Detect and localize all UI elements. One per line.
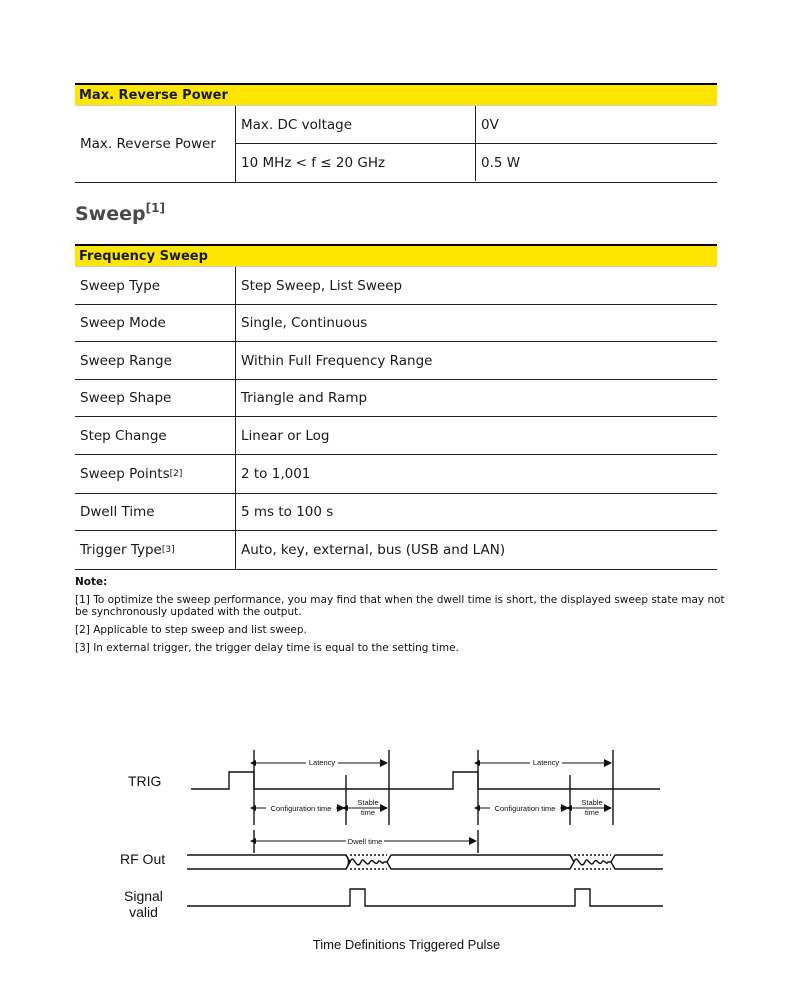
param-label-cell: Sweep Points [2] xyxy=(75,455,236,493)
param-label: Dwell Time xyxy=(80,504,155,520)
timing-diagram xyxy=(0,740,793,930)
latency-label-2: Latency xyxy=(532,758,560,767)
section-title xyxy=(75,203,165,225)
signal-valid-waveform xyxy=(187,889,663,906)
param-label-cell xyxy=(75,494,236,530)
param-value-cell: Auto, key, external, bus (USB and LAN) xyxy=(241,542,506,558)
figure-caption: Time Definitions Triggered Pulse xyxy=(312,937,501,952)
frequency-sweep-table-header: Frequency Sweep xyxy=(75,244,717,266)
param-label: Sweep Range xyxy=(80,352,172,369)
note-item: [3] In external trigger, the trigger delay time is equal to the setting time. xyxy=(75,642,459,654)
value-cell: 0V xyxy=(481,116,499,133)
dwell-time-label: Dwell time xyxy=(347,837,383,846)
section-title-text: Sweep xyxy=(75,203,146,225)
param-label: Step Change xyxy=(80,427,167,444)
reverse-power-table xyxy=(75,83,717,183)
rf-out-label: RF Out xyxy=(120,851,166,867)
reverse-power-row-label xyxy=(75,106,236,182)
param-label-cell: Trigger Type [3] xyxy=(75,531,236,569)
param-label-cell xyxy=(75,417,236,454)
reverse-power-table-header: Max. Reverse Power xyxy=(75,83,717,105)
rf-out-waveform xyxy=(187,855,663,869)
param-label-cell xyxy=(75,305,236,341)
table-row xyxy=(236,106,717,144)
table-row xyxy=(75,342,717,380)
frequency-sweep-table xyxy=(75,244,717,570)
stable-time-label-1b: time xyxy=(360,808,376,817)
param-value-cell: Linear or Log xyxy=(241,427,330,444)
config-time-label-1: Configuration time xyxy=(270,804,332,813)
table-row xyxy=(75,380,717,417)
note-item: [2] Applicable to step sweep and list sweep. xyxy=(75,624,307,636)
param-label: Sweep Points xyxy=(80,466,170,482)
signal-valid-line2: valid xyxy=(129,904,158,920)
table-row xyxy=(75,417,717,455)
latency-label-1: Latency xyxy=(308,758,336,767)
stable-time-label-1a: Stable xyxy=(357,798,379,807)
table-row xyxy=(75,455,717,494)
param-value-cell: Step Sweep, List Sweep xyxy=(241,277,403,294)
param-value-cell: Single, Continuous xyxy=(241,315,368,331)
param-label: Trigger Type xyxy=(80,542,162,558)
param-cell: 10 MHz < f ≤ 20 GHz xyxy=(236,144,476,181)
signal-valid-line1: Signal xyxy=(124,888,163,904)
reverse-power-label-text: Max. Reverse Power xyxy=(80,136,216,152)
config-time-label-2: Configuration time xyxy=(494,804,556,813)
table-row xyxy=(75,267,717,305)
param-value-cell: 5 ms to 100 s xyxy=(241,504,334,520)
param-label-cell xyxy=(75,380,236,416)
table-row xyxy=(75,494,717,531)
param-label-cell xyxy=(75,267,236,304)
value-cell: 0.5 W xyxy=(481,154,521,171)
trig-waveform xyxy=(191,772,660,789)
param-label-cell xyxy=(75,342,236,379)
param-label: Sweep Shape xyxy=(80,390,172,406)
param-value-cell: Triangle and Ramp xyxy=(241,390,368,406)
table-row xyxy=(236,144,717,181)
stable-time-label-2a: Stable xyxy=(581,798,603,807)
sweep-rows xyxy=(75,266,717,570)
footnote-ref: [1] xyxy=(145,201,165,215)
table-row xyxy=(75,305,717,342)
note-item: [1] To optimize the sweep performance, you may find that when the dwell time is short, the displayed sweep state may not be synchronously updated with the output. xyxy=(75,594,725,618)
notes xyxy=(75,576,725,660)
table-row xyxy=(75,531,717,570)
param-value-cell: Within Full Frequency Range xyxy=(241,352,433,369)
stable-time-label-2b: time xyxy=(584,808,600,817)
param-label: Sweep Mode xyxy=(80,315,166,331)
notes-title: Note: xyxy=(75,576,108,588)
param-label: Sweep Type xyxy=(80,277,161,294)
param-value-cell: 2 to 1,001 xyxy=(241,466,311,482)
param-cell: Max. DC voltage xyxy=(236,106,476,143)
trig-label: TRIG xyxy=(128,773,162,789)
